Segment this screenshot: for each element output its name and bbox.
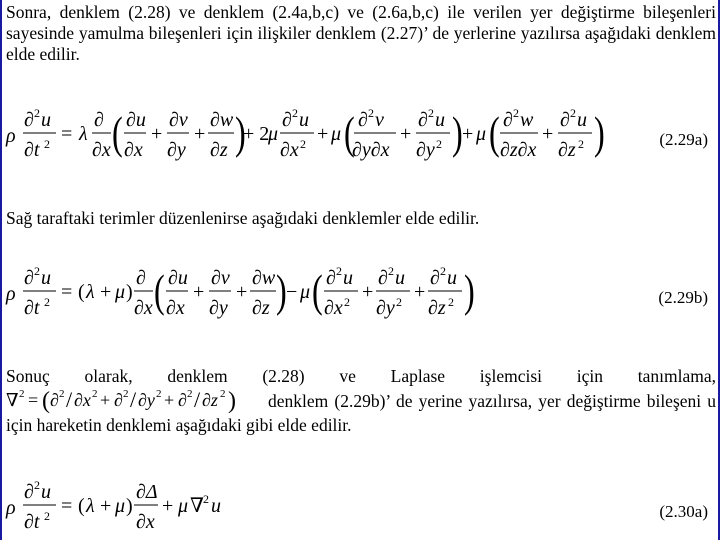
svg-text:+: + (193, 281, 205, 303)
svg-text:λ: λ (79, 123, 88, 145)
svg-text:∂z: ∂z (202, 390, 218, 410)
svg-text:∂y: ∂y (138, 390, 155, 410)
svg-text:2: 2 (570, 106, 576, 120)
svg-text:+: + (194, 123, 206, 145)
svg-text:2: 2 (34, 264, 40, 278)
svg-text:∂u: ∂u (126, 109, 146, 131)
svg-text:∂w: ∂w (210, 109, 234, 131)
svg-text:∂: ∂ (358, 109, 368, 131)
svg-text:∂z: ∂z (428, 297, 446, 319)
svg-text:−: − (286, 281, 298, 303)
svg-text:2: 2 (368, 106, 374, 120)
svg-text:∂x: ∂x (166, 297, 185, 319)
svg-text:(: ( (112, 107, 123, 159)
svg-text:∂z: ∂z (210, 139, 228, 161)
svg-text:λ: λ (86, 495, 95, 517)
paragraph-laplace-line-2 (6, 387, 716, 415)
svg-text:+: + (414, 281, 426, 303)
svg-text:2: 2 (59, 388, 65, 400)
svg-text:2: 2 (220, 388, 226, 400)
svg-text:): ) (452, 107, 463, 159)
svg-text:∂Δ: ∂Δ (136, 481, 158, 503)
svg-text:(: ( (312, 265, 323, 317)
svg-text:): ) (276, 265, 287, 317)
svg-text:∂z∂x: ∂z∂x (500, 139, 537, 161)
svg-text:2: 2 (44, 509, 50, 523)
paragraph-intro-line-2: sayesinde yamulma bileşenleri için ilişkiler denklem (2.27)’ de yerlerine yazılırsa aşağıdaki denklem (6, 23, 716, 43)
svg-text:(: ( (154, 265, 165, 317)
svg-text:2: 2 (448, 295, 454, 309)
svg-text:∂: ∂ (418, 109, 428, 131)
svg-text:2: 2 (34, 478, 40, 492)
svg-text:2: 2 (44, 295, 50, 309)
svg-text:∂: ∂ (50, 390, 59, 410)
svg-text:∂x: ∂x (324, 297, 343, 319)
svg-text:∂v: ∂v (211, 267, 230, 289)
paragraph-laplace-line-1: Sonuç olarak, denklem (2.28) ve Laplase işlemcisi için tanımlama, (6, 366, 716, 386)
svg-text:+: + (236, 281, 248, 303)
paragraph-laplace (6, 366, 716, 436)
svg-text:2: 2 (513, 106, 519, 120)
svg-text:v: v (375, 109, 384, 131)
svg-text:∂: ∂ (24, 481, 34, 503)
svg-text:): ) (464, 265, 475, 317)
svg-text:ρ: ρ (6, 497, 16, 519)
svg-text:λ: λ (86, 281, 95, 303)
svg-text:∂: ∂ (430, 267, 440, 289)
svg-text:u: u (447, 267, 457, 289)
svg-text:+: + (162, 495, 174, 517)
svg-text:2: 2 (336, 264, 342, 278)
paragraph-laplace-line-3: için hareketin denklemi aşağıdaki gibi elde edilir. (6, 415, 352, 435)
svg-text:∂w: ∂w (252, 267, 276, 289)
svg-text:∂x: ∂x (280, 139, 299, 161)
svg-text:=: = (61, 495, 73, 517)
svg-text:2: 2 (203, 492, 209, 506)
svg-text:∂: ∂ (378, 267, 388, 289)
svg-text:2: 2 (436, 137, 442, 151)
svg-text:∂: ∂ (503, 109, 513, 131)
svg-text:2: 2 (187, 388, 193, 400)
equation-2-29a-label: (2.29a) (659, 130, 708, 149)
equation-2-29b-formula (6, 262, 656, 330)
svg-text:∂z: ∂z (558, 139, 576, 161)
svg-text:): ) (235, 107, 246, 159)
paragraph-rearrange (6, 208, 716, 229)
svg-text:2: 2 (92, 388, 98, 400)
svg-text:(: ( (78, 281, 85, 303)
svg-text:/: / (66, 387, 73, 412)
svg-text:=: = (61, 281, 73, 303)
svg-text:2: 2 (19, 388, 25, 400)
svg-text:2: 2 (292, 106, 298, 120)
svg-text:∂x: ∂x (136, 511, 155, 533)
svg-text:2: 2 (300, 137, 306, 151)
svg-text:+: + (151, 123, 163, 145)
svg-text:∂z: ∂z (252, 297, 270, 319)
svg-text:u: u (41, 109, 51, 131)
svg-text:2: 2 (440, 264, 446, 278)
svg-text:∂: ∂ (136, 267, 146, 289)
svg-text:∂y: ∂y (209, 297, 228, 319)
svg-text:(: ( (42, 388, 50, 414)
svg-text:+ 2: + 2 (243, 123, 270, 145)
svg-text:): ) (126, 495, 133, 517)
svg-text:): ) (126, 281, 133, 303)
svg-text:∂y: ∂y (167, 139, 186, 161)
svg-text:∂: ∂ (560, 109, 570, 131)
equation-2-29a (6, 104, 716, 164)
svg-text:+: + (317, 123, 329, 145)
svg-text:∂t: ∂t (24, 139, 40, 161)
svg-text:∂y: ∂y (416, 139, 435, 161)
svg-text:w: w (520, 109, 534, 131)
svg-text:2: 2 (44, 137, 50, 151)
svg-text:/: / (130, 387, 137, 412)
paragraph-laplace-line-2-text: denklem (2.29b)’ de yerine yazılırsa, yer değiştirme bileşeni u (268, 390, 716, 411)
svg-text:u: u (211, 495, 221, 517)
svg-text:+: + (542, 123, 554, 145)
svg-text:2: 2 (388, 264, 394, 278)
svg-text:): ) (228, 388, 236, 414)
svg-text:μ: μ (300, 281, 311, 303)
svg-text:u: u (299, 109, 309, 131)
svg-text:∂: ∂ (24, 267, 34, 289)
svg-text:u: u (343, 267, 353, 289)
svg-text:μ: μ (476, 123, 487, 145)
svg-text:=: = (61, 123, 73, 145)
svg-text:(: ( (78, 495, 85, 517)
svg-text:+: + (164, 390, 175, 410)
svg-text:u: u (41, 481, 51, 503)
svg-text:2: 2 (156, 388, 162, 400)
svg-text:∂u: ∂u (168, 267, 188, 289)
svg-text:∂t: ∂t (24, 297, 40, 319)
paragraph-intro-line-3: elde edilir. (6, 44, 80, 64)
svg-text:2: 2 (396, 295, 402, 309)
equation-2-30a (6, 480, 716, 540)
svg-text:μ: μ (331, 123, 342, 145)
left-frame-border (0, 0, 2, 540)
svg-text:ρ: ρ (6, 125, 16, 147)
equation-2-30a-label: (2.30a) (659, 502, 708, 521)
svg-text:μ: μ (268, 123, 279, 145)
svg-text:+: + (100, 390, 111, 410)
svg-text:/: / (194, 387, 201, 412)
equation-2-29a-formula (6, 104, 656, 172)
svg-text:∂t: ∂t (24, 511, 40, 533)
svg-text:∂: ∂ (326, 267, 336, 289)
svg-text:2: 2 (344, 295, 350, 309)
svg-text:μ: μ (115, 495, 126, 517)
svg-text:∂: ∂ (178, 390, 187, 410)
svg-text:u: u (395, 267, 405, 289)
svg-text:2: 2 (123, 388, 129, 400)
svg-text:μ: μ (178, 495, 189, 517)
equation-2-29b-label: (2.29b) (658, 288, 708, 307)
paragraph-intro-line-1: Sonra, denklem (2.28) ve denklem (2.4a,b,c) ve (2.6a,b,c) ile verilen yer değiştirme bileşenleri (6, 2, 716, 22)
svg-text:=: = (28, 390, 39, 410)
svg-text:(: ( (489, 107, 500, 159)
svg-text:∂: ∂ (94, 109, 104, 131)
svg-text:2: 2 (428, 106, 434, 120)
svg-text:μ: μ (115, 281, 126, 303)
svg-text:∂: ∂ (24, 109, 34, 131)
svg-text:2: 2 (34, 106, 40, 120)
svg-text:+: + (462, 123, 474, 145)
svg-text:+: + (362, 281, 374, 303)
svg-text:∇: ∇ (190, 495, 204, 517)
svg-text:+: + (100, 281, 112, 303)
svg-text:∂x: ∂x (124, 139, 143, 161)
svg-text:∂y: ∂y (376, 297, 395, 319)
svg-text:u: u (41, 267, 51, 289)
svg-text:(: ( (343, 107, 355, 159)
svg-text:+: + (400, 123, 412, 145)
svg-text:ρ: ρ (6, 283, 16, 305)
svg-text:∂: ∂ (282, 109, 292, 131)
svg-text:): ) (594, 107, 605, 159)
svg-text:∂x: ∂x (74, 390, 91, 410)
svg-text:∂y∂x: ∂y∂x (352, 139, 390, 161)
svg-text:u: u (577, 109, 587, 131)
svg-text:∇: ∇ (6, 390, 19, 410)
svg-text:∂x: ∂x (92, 139, 111, 161)
laplace-operator-definition (6, 387, 264, 415)
svg-text:∂v: ∂v (169, 109, 188, 131)
paragraph-rearrange-line-1: Sağ taraftaki terimler düzenlenirse aşağıdaki denklemler elde edilir. (6, 208, 480, 228)
svg-text:2: 2 (578, 137, 584, 151)
equation-2-30a-formula (6, 480, 306, 540)
svg-text:∂: ∂ (114, 390, 123, 410)
svg-text:u: u (435, 109, 445, 131)
svg-text:∂x: ∂x (134, 297, 153, 319)
paragraph-intro (6, 2, 716, 65)
svg-text:+: + (100, 495, 112, 517)
equation-2-29b (6, 262, 716, 322)
